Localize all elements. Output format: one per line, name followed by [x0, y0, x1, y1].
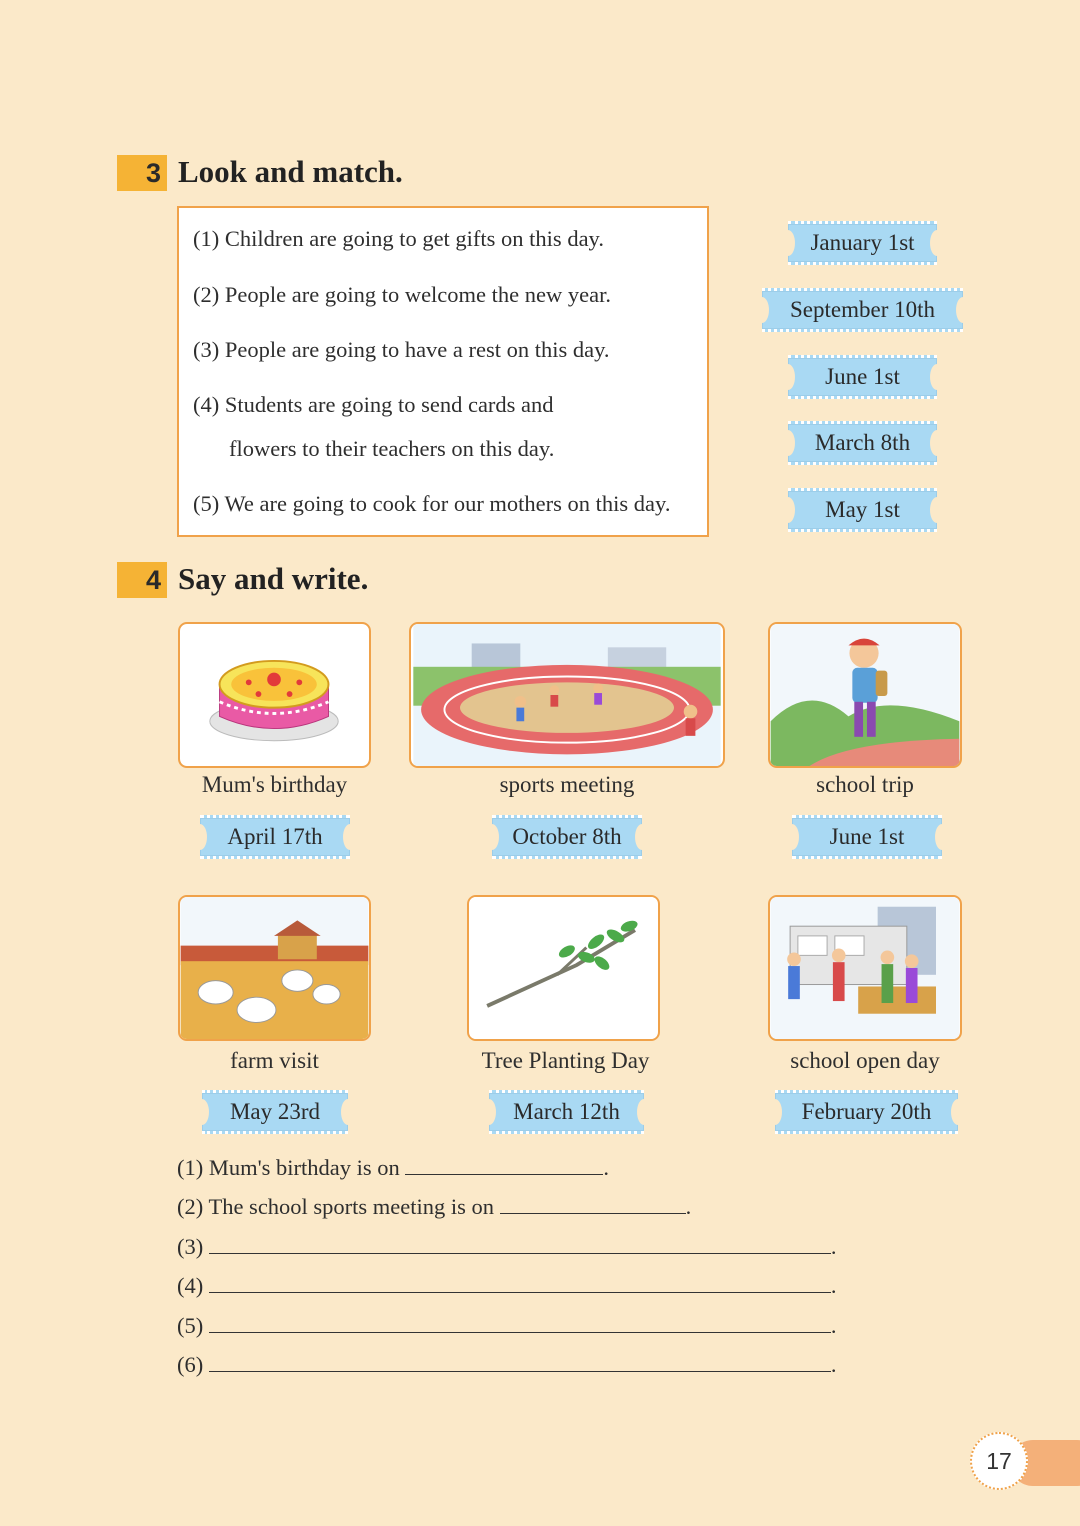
- date-ticket: March 12th: [489, 1090, 644, 1134]
- caption-tree-planting-day: Tree Planting Day: [481, 1048, 650, 1073]
- caption-mums-birthday: Mum's birthday: [201, 772, 348, 797]
- answer-line-3: [177, 1234, 837, 1260]
- answer-line-prefix: (5): [177, 1313, 204, 1338]
- farm-sheep-icon: [178, 895, 371, 1041]
- caption-farm-visit: farm visit: [230, 1048, 319, 1073]
- answer-blank[interactable]: [405, 1156, 603, 1175]
- date-ticket[interactable]: March 8th: [788, 421, 937, 465]
- date-ticket: October 8th: [492, 815, 642, 859]
- sentence-1: (1) Children are going to get gifts on this day.: [193, 226, 604, 251]
- caption-school-trip: school trip: [816, 772, 914, 797]
- answer-line-prefix: (1) Mum's birthday is on: [177, 1155, 400, 1180]
- section-4-title: Say and write.: [178, 561, 369, 596]
- answer-line-prefix: (2) The school sports meeting is on: [177, 1194, 495, 1219]
- caption-sports-meeting: sports meeting: [499, 772, 635, 797]
- answer-line-4: [177, 1273, 837, 1299]
- tree-branch-icon: [467, 895, 660, 1041]
- sentence-2: (2) People are going to welcome the new year.: [193, 282, 611, 307]
- date-ticket: April 17th: [200, 815, 350, 859]
- page-number: 17: [970, 1432, 1028, 1490]
- section-3-number: 3: [117, 155, 167, 191]
- date-ticket: June 1st: [792, 815, 942, 859]
- section-4-number: 4: [117, 562, 167, 598]
- sports-track-icon: [409, 622, 725, 768]
- birthday-cake-icon: [178, 622, 371, 768]
- date-ticket[interactable]: September 10th: [762, 288, 963, 332]
- answer-blank[interactable]: [500, 1195, 686, 1214]
- date-ticket[interactable]: June 1st: [788, 355, 937, 399]
- hiking-boy-icon: [768, 622, 962, 768]
- date-ticket[interactable]: January 1st: [788, 221, 937, 265]
- line-end: .: [830, 1352, 837, 1377]
- answer-line-prefix: (4): [177, 1273, 204, 1298]
- answer-line-2: [177, 1194, 691, 1220]
- answer-line-5: [177, 1313, 837, 1339]
- line-end: .: [830, 1313, 837, 1338]
- sentence-3: (3) People are going to have a rest on this day.: [193, 337, 610, 362]
- answer-line-prefix: (3): [177, 1234, 204, 1259]
- answer-line-1: [177, 1155, 609, 1181]
- line-end: .: [685, 1194, 692, 1219]
- answer-blank[interactable]: [209, 1274, 831, 1293]
- school-visitors-icon: [768, 895, 962, 1041]
- line-end: .: [603, 1155, 610, 1180]
- section-3-title: Look and match.: [178, 154, 403, 189]
- answer-line-6: [177, 1352, 837, 1378]
- sentence-5: (5) We are going to cook for our mothers on this day.: [193, 491, 671, 516]
- sentence-box: [177, 206, 709, 537]
- answer-line-prefix: (6): [177, 1352, 204, 1377]
- line-end: .: [830, 1273, 837, 1298]
- sentence-4-continued: flowers to their teachers on this day.: [229, 436, 555, 461]
- sentence-4: (4) Students are going to send cards and: [193, 392, 554, 417]
- answer-blank[interactable]: [209, 1353, 831, 1372]
- answer-blank[interactable]: [209, 1235, 831, 1254]
- caption-school-open-day: school open day: [790, 1048, 940, 1073]
- line-end: .: [830, 1234, 837, 1259]
- date-ticket[interactable]: May 1st: [788, 488, 937, 532]
- answer-blank[interactable]: [209, 1314, 831, 1333]
- date-ticket: May 23rd: [202, 1090, 348, 1134]
- date-ticket: February 20th: [775, 1090, 958, 1134]
